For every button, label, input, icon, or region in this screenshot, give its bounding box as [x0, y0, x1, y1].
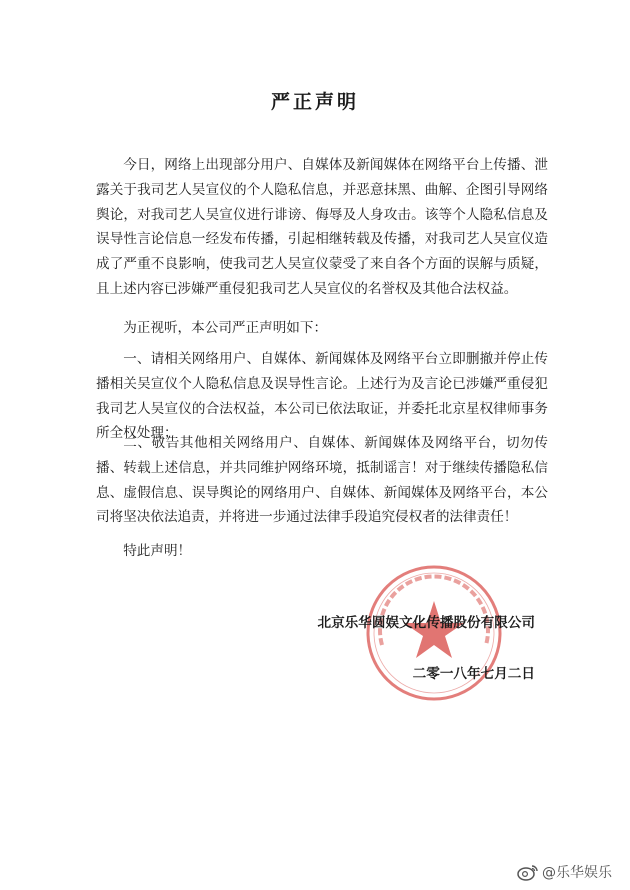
company-seal-icon: [364, 563, 504, 703]
point-one-paragraph: 一、请相关网络用户、自媒体、新闻媒体及网络平台立即删撤并停止传播相关吴宣仪个人隐私信息及误导性言论。上述行为及言论已涉嫌严重侵犯我司艺人吴宣仪的合法权益，本公司已依法取证，并委托北京星权律师事务所全权处理；: [96, 351, 548, 442]
statement-date: 二零一八年七月二日: [412, 666, 535, 682]
page-title: 严正声明: [270, 91, 359, 113]
watermark-text: @乐华娱乐: [542, 865, 612, 881]
company-name: 北京乐华圆娱文化传播股份有限公司: [317, 615, 535, 631]
closing-paragraph: 特此声明！: [123, 543, 192, 559]
lead-paragraph: 为正视听，本公司严正声明如下：: [123, 320, 328, 336]
watermark: [517, 862, 612, 882]
intro-paragraph: 今日，网络上出现部分用户、自媒体及新闻媒体在网络平台上传播、泄露关于我司艺人吴宣仪的个人隐私信息，并恶意抹黑、曲解、企图引导网络舆论，对我司艺人吴宣仪进行诽谤、侮辱及人身攻击。该等个人隐私信息及误导性言论信息一经发布传播，引起相继转载及传播，对我司艺人吴宣仪造成了严重不良影响，使我司艺人吴宣仪蒙受了来自各个方面的误解与质疑，且上述内容已涉嫌严重侵犯我司艺人吴宣仪的名誉权及其他合法权益。: [96, 157, 548, 297]
weibo-icon: [517, 863, 539, 881]
point-two-paragraph: 二、敬告其他相关网络用户、自媒体、新闻媒体及网络平台，切勿传播、转载上述信息，并共同维护网络环境，抵制谣言！对于继续传播隐私信息、虚假信息、误导舆论的网络用户、自媒体、新闻媒体及网络平台，本公司将坚决依法追责，并将进一步通过法律手段追究侵权者的法律责任！: [96, 435, 548, 526]
